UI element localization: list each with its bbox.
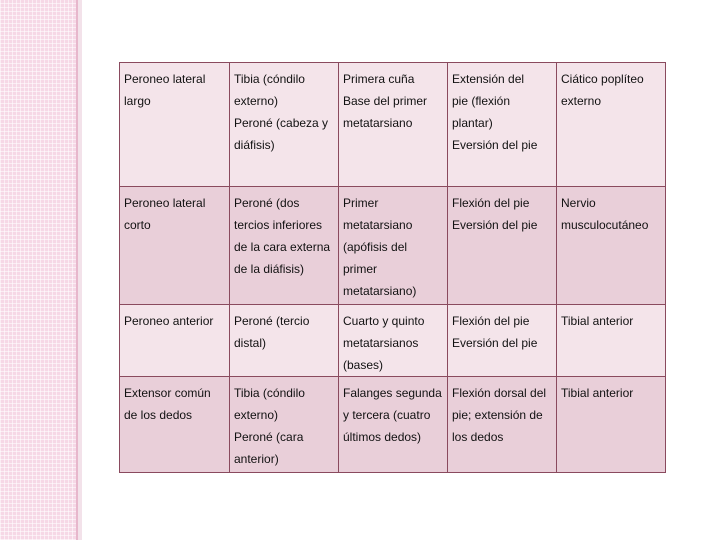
cell-line: Eversión del pie: [452, 336, 538, 350]
cell-line: Extensor común: [124, 386, 211, 400]
cell-line: metatarsiano: [343, 218, 413, 232]
decorative-sidebar: [0, 0, 78, 540]
cell-line: de la diáfisis): [234, 262, 305, 276]
cell-line: Primer: [343, 196, 379, 210]
cell-line: (bases): [343, 358, 384, 372]
cell-line: tercios inferiores: [234, 218, 323, 232]
cell-nerve: [557, 63, 666, 187]
cell-line: Cuarto y quinto: [343, 314, 425, 328]
cell-line: primer: [343, 262, 378, 276]
cell-muscle: [120, 305, 230, 377]
cell-line: Tibial anterior: [561, 314, 634, 328]
cell-line: los dedos: [452, 430, 504, 444]
cell-muscle: [120, 377, 230, 473]
cell-origin: [230, 63, 339, 187]
cell-line: Flexión del pie: [452, 196, 530, 210]
sidebar-edge: [78, 0, 82, 540]
cell-line: Peroné (dos: [234, 196, 300, 210]
muscle-table: [119, 62, 666, 473]
cell-line: anterior): [234, 452, 279, 466]
cell-line: Extensión del: [452, 72, 525, 86]
cell-muscle: [120, 187, 230, 305]
cell-line: Peroneo anterior: [124, 314, 214, 328]
cell-line: Tibia (cóndilo: [234, 386, 305, 400]
cell-origin: [230, 305, 339, 377]
cell-line: metatarsiano: [343, 116, 413, 130]
cell-line: externo): [234, 408, 279, 422]
cell-line: largo: [124, 94, 151, 108]
cell-line: corto: [124, 218, 151, 232]
cell-line: Peroné (tercio: [234, 314, 310, 328]
cell-line: Eversión del pie: [452, 138, 538, 152]
cell-action: [448, 305, 557, 377]
cell-line: de la cara externa: [234, 240, 331, 254]
cell-muscle: [120, 63, 230, 187]
cell-line: externo: [561, 94, 602, 108]
cell-line: Primera cuña: [343, 72, 415, 86]
cell-line: Ciático poplíteo: [561, 72, 644, 86]
cell-nerve: [557, 377, 666, 473]
cell-line: Falanges segunda: [343, 386, 442, 400]
cell-line: Tibia (cóndilo: [234, 72, 305, 86]
cell-line: Base del primer: [343, 94, 428, 108]
cell-action: [448, 63, 557, 187]
cell-line: Eversión del pie: [452, 218, 538, 232]
cell-line: Peroneo lateral: [124, 72, 206, 86]
cell-line: (apófisis del: [343, 240, 408, 254]
cell-insertion: [339, 305, 448, 377]
cell-line: Nervio: [561, 196, 596, 210]
cell-line: plantar): [452, 116, 493, 130]
cell-origin: [230, 187, 339, 305]
cell-line: distal): [234, 336, 267, 350]
cell-insertion: [339, 187, 448, 305]
cell-line: Flexión dorsal del: [452, 386, 547, 400]
cell-nerve: [557, 305, 666, 377]
cell-nerve: [557, 187, 666, 305]
cell-line: diáfisis): [234, 138, 275, 152]
cell-line: de los dedos: [124, 408, 193, 422]
cell-line: y tercera (cuatro: [343, 408, 431, 422]
cell-origin: [230, 377, 339, 473]
table-row: [120, 187, 666, 305]
cell-line: Flexión del pie: [452, 314, 530, 328]
table-row: [120, 305, 666, 377]
table-row: [120, 377, 666, 473]
cell-action: [448, 187, 557, 305]
cell-insertion: [339, 377, 448, 473]
table-row: [120, 63, 666, 187]
cell-line: musculocutáneo: [561, 218, 649, 232]
cell-action: [448, 377, 557, 473]
cell-line: Peroné (cabeza y: [234, 116, 329, 130]
cell-insertion: [339, 63, 448, 187]
cell-line: pie (flexión: [452, 94, 511, 108]
cell-line: metatarsianos: [343, 336, 419, 350]
cell-line: metatarsiano): [343, 284, 417, 298]
cell-line: Peroneo lateral: [124, 196, 206, 210]
cell-line: externo): [234, 94, 279, 108]
cell-line: Peroné (cara: [234, 430, 304, 444]
cell-line: Tibial anterior: [561, 386, 634, 400]
cell-line: pie; extensión de: [452, 408, 543, 422]
cell-line: últimos dedos): [343, 430, 422, 444]
